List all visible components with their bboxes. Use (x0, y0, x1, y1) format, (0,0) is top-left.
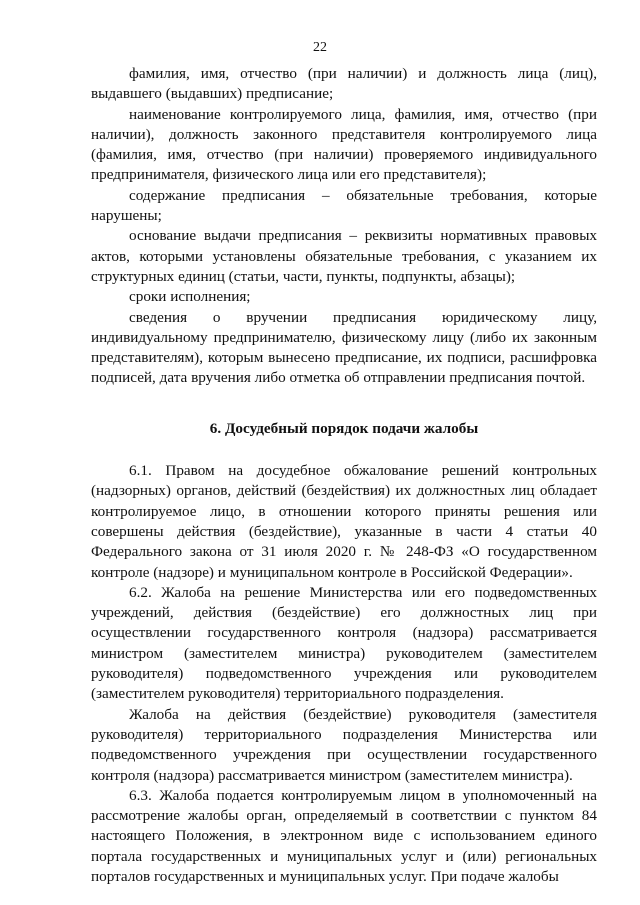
paragraph-6-2: 6.2. Жалоба на решение Министерства или его подведомственных учреждений, действия (бездействие) его должностных лиц при осуществлении государственного контроля (надзора) рассматривается министром (заместителем министра) руководителем (заместителем руководителя) подведомственного учреждения или руководителем (заместителем руководителя) территориального подразделения. (91, 583, 597, 703)
section-heading: 6. Досудебный порядок подачи жалобы (209, 419, 479, 437)
paragraph-6-3: 6.3. Жалоба подается контролируемым лицом в уполномоченный на рассмотрение жалобы орган, определяемый в соответствии с пунктом 84 настоящего Положения, в электронном виде с использованием единого портала государственных и муниципальных услуг и (или) региональных порталов государственных и муниципальных услуг. При подаче жалобы (91, 786, 597, 885)
list-item-order-content: содержание предписания – обязательные требования, которые нарушены; (91, 186, 597, 225)
list-item-order-basis: основание выдачи предписания – реквизиты нормативных правовых актов, которыми установлены обязательные требования, с указанием их структурных единиц (статьи, части, пункты, подпункты, абзацы); (91, 227, 597, 285)
page-content (91, 64, 597, 887)
list-item-delivery-info: сведения о вручении предписания юридическому лицу, индивидуальному предпринимателю, физическому лицу (либо их законным представителям), которым вынесено предписание, их подписи, расшифровка подписей, дата вручения либо отметка об отправлении предписания почтой. (91, 308, 597, 387)
list-item-controlled-person: наименование контролируемого лица, фамилия, имя, отчество (при наличии), должность законного представителя контролируемого лица (фамилия, имя, отчество (при наличии) проверяемого индивидуального предпринимателя, физического лица или его представителя); (91, 105, 597, 184)
paragraph-6-1: 6.1. Правом на досудебное обжалование решений контрольных (надзорных) органов, действий (бездействия) их должностных лиц обладает контролируемое лицо, в отношении которого приняты решения или совершены действия (бездействие), указанные в части 4 статьи 40 Федерального закона от 31 июля 2020 г. № 248-ФЗ «О государственном контроле (надзоре) и муниципальном контроле в Российской Федерации». (91, 462, 597, 581)
page-number: 22 (313, 40, 327, 55)
list-item-deadlines: сроки исполнения; (129, 288, 251, 306)
list-item-official-name: фамилия, имя, отчество (при наличии) и должность лица (лиц), выдавшего (выдавших) предписание; (91, 65, 597, 103)
paragraph-6-2-continued: Жалоба на действия (бездействие) руководителя (заместителя руководителя) территориального подразделения Министерства или подведомственного учреждения при осуществлении государственного контроля (надзора) рассматривается министром (заместителем министра). (91, 705, 597, 784)
